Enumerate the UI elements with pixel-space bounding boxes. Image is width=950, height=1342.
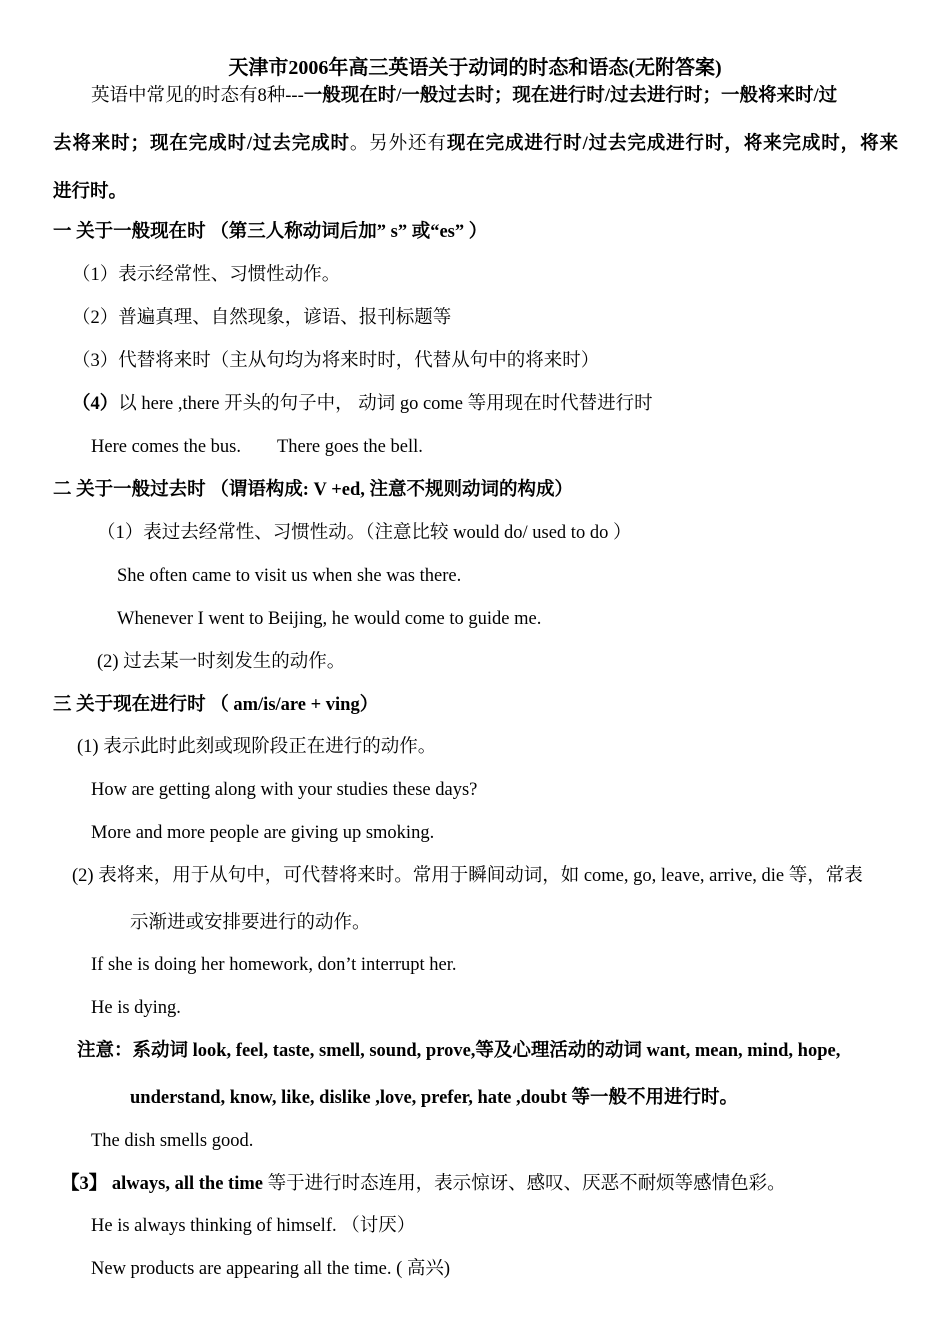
intro-tenses-bold: 一般现在时/一般过去时；现在进行时/过去进行时；一般将来时/过	[303, 86, 838, 106]
intro-text-2: 。另外还有	[349, 134, 447, 154]
intro-line-1	[91, 84, 837, 108]
section-3-item-1: (1) 表示此时此刻或现阶段正在进行的动作。	[77, 737, 437, 757]
section-2-example-2: Whenever I went to Beijing, he would come to guide me.	[117, 609, 542, 629]
item-number: （4）	[72, 394, 119, 414]
section-2-example-1: She often came to visit us when she was there.	[117, 566, 462, 586]
document-title: 天津市2006年高三英语关于动词的时态和语态(无附答案)	[228, 57, 722, 79]
section-3-item-2-line-1: (2) 表将来，用于从句中，可代替将来时。常用于瞬间动词，如 come, go, leave, arrive, die 等，常表	[72, 866, 863, 886]
item-keywords: always, all the time	[111, 1174, 263, 1194]
intro-tenses-bold-3: 现在完成进行时/过去完成进行时，将来完成时，将来	[446, 134, 898, 154]
section-1-example-2: There goes the bell.	[277, 437, 423, 457]
section-3-item-2-line-2: 示渐进或安排要进行的动作。	[130, 913, 371, 933]
section-1-example-1: Here comes the bus.	[91, 437, 242, 457]
section-2-item-2: (2) 过去某一时刻发生的动作。	[97, 652, 346, 672]
section-1-item-4	[72, 392, 653, 416]
item-text: 以 here ,there 开头的句子中， 动词 go come 等用现在时代替进行时	[118, 394, 653, 414]
section-1-item-2: （2）普遍真理、自然现象，谚语、报刊标题等	[72, 308, 452, 328]
section-3-example-6: He is always thinking of himself. （讨厌）	[91, 1216, 416, 1236]
section-3-example-1: How are getting along with your studies these days?	[91, 780, 478, 800]
section-1-item-1: （1）表示经常性、习惯性动作。	[72, 265, 341, 285]
section-2-heading: 二 关于一般过去时 （谓语构成: V +ed, 注意不规则动词的构成）	[53, 480, 573, 500]
intro-line-3: 进行时。	[53, 182, 128, 202]
section-3-example-5: The dish smells good.	[91, 1131, 254, 1151]
intro-line-2	[53, 132, 898, 156]
section-1-heading: 一 关于一般现在时 （第三人称动词后加” s” 或“es” ）	[53, 222, 488, 242]
section-3-heading: 三 关于现在进行时 （ am/is/are + ving）	[53, 695, 379, 715]
item-number: 【3】	[61, 1174, 108, 1194]
section-3-note-line-2: understand, know, like, dislike ,love, prefer, hate ,doubt 等一般不用进行时。	[130, 1088, 739, 1108]
section-3-item-3	[61, 1172, 786, 1196]
section-2-item-1: （1）表过去经常性、习惯性动。（注意比较 would do/ used to do ）	[97, 523, 632, 543]
intro-tenses-bold-2: 去将来时；现在完成时/过去完成时	[53, 134, 350, 154]
section-3-example-7: New products are appearing all the time. ( 高兴)	[91, 1259, 451, 1279]
section-1-item-3: （3）代替将来时（主从句均为将来时时，代替从句中的将来时）	[72, 351, 600, 371]
section-3-note-line-1: 注意：系动词 look, feel, taste, smell, sound, prove,等及心理活动的动词 want, mean, mind, hope,	[77, 1041, 841, 1061]
section-3-example-4: He is dying.	[91, 998, 181, 1018]
item-text: 等于进行时态连用，表示惊讶、感叹、厌恶不耐烦等感情色彩。	[267, 1174, 786, 1194]
section-3-example-3: If she is doing her homework, don’t interrupt her.	[91, 955, 457, 975]
intro-text: 英语中常见的时态有8种---	[91, 86, 304, 106]
section-3-example-2: More and more people are giving up smoking.	[91, 823, 435, 843]
